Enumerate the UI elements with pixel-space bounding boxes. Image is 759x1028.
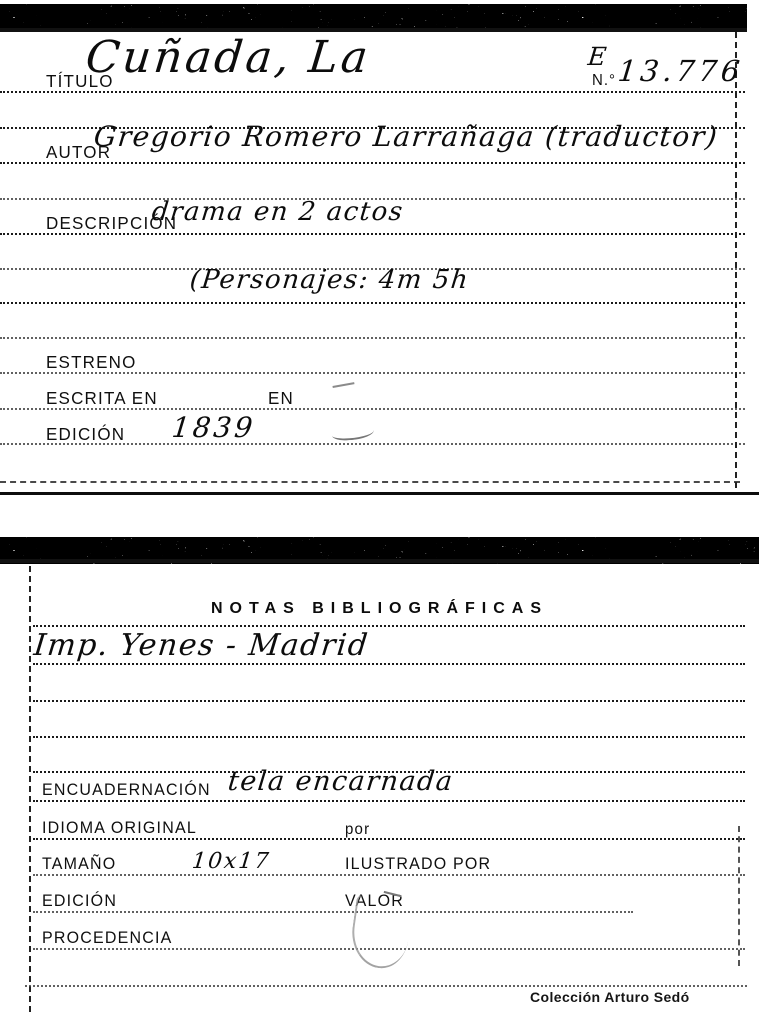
handwritten-autor: Gregorio Romero Larrañaga (traductor) xyxy=(92,120,720,153)
handwritten-edicion-year: 1839 xyxy=(170,411,257,444)
field-label-tamano: TAMAÑO xyxy=(42,855,117,874)
dashed-rule xyxy=(0,481,740,483)
scan-smudge xyxy=(332,382,355,394)
section-header-notas-bibliograficas: NOTAS BIBLIOGRÁFICAS xyxy=(210,600,549,617)
field-label-descripcion: DESCRIPCIÓN xyxy=(46,213,178,234)
handwritten-tamano: 10x17 xyxy=(190,849,272,874)
field-label-numero: N.° xyxy=(592,71,616,90)
dotted-rule xyxy=(33,700,745,702)
field-label-estreno: ESTRENO xyxy=(46,352,137,373)
dotted-rule xyxy=(0,302,745,304)
handwritten-numero: 13.776 xyxy=(616,54,746,88)
field-label-ilustrado-por: ILUSTRADO POR xyxy=(345,855,492,874)
handwritten-imprenta: Imp. Yenes - Madrid xyxy=(32,628,371,663)
card-bottom-edge xyxy=(0,492,759,495)
field-label-edicion: EDICIÓN xyxy=(46,424,126,445)
card2-right-edge xyxy=(738,826,740,966)
field-label-valor: VALOR xyxy=(345,892,405,911)
handwritten-descripcion: drama en 2 actos xyxy=(150,197,406,227)
field-label-encuadernacion: ENCUADERNACIÓN xyxy=(42,781,211,800)
card-right-edge xyxy=(735,32,737,488)
dotted-rule xyxy=(33,625,745,627)
field-label-en: EN xyxy=(268,388,295,409)
card-top-torn-edge xyxy=(0,4,747,32)
field-label-procedencia: PROCEDENCIA xyxy=(42,929,173,948)
field-label-idioma-original: IDIOMA ORIGINAL xyxy=(42,819,197,838)
scan-smudge xyxy=(332,425,375,442)
dotted-rule xyxy=(25,985,747,987)
dotted-rule xyxy=(33,911,633,913)
field-label-autor: AUTOR xyxy=(46,142,112,163)
card2-left-edge xyxy=(29,566,31,1012)
field-label-titulo: TÍTULO xyxy=(46,71,114,92)
field-label-edicion-2: EDICIÓN xyxy=(42,892,118,911)
dotted-rule xyxy=(0,337,745,339)
handwritten-class-letter: E xyxy=(586,42,610,71)
collection-credit: Colección Arturo Sedó xyxy=(530,989,690,1005)
field-label-por: por xyxy=(345,820,371,839)
handwritten-encuadernacion: tela encarnada xyxy=(226,766,456,797)
scan-smudge xyxy=(347,894,413,971)
card2-torn-edge xyxy=(0,537,759,564)
dotted-rule xyxy=(0,162,745,164)
handwritten-titulo: Cuñada, La xyxy=(83,32,374,83)
handwritten-personajes: (Personajes: 4m 5h xyxy=(188,265,471,295)
dotted-rule xyxy=(33,663,745,665)
dotted-rule xyxy=(33,736,745,738)
field-label-escrita-en: ESCRITA EN xyxy=(46,388,158,409)
